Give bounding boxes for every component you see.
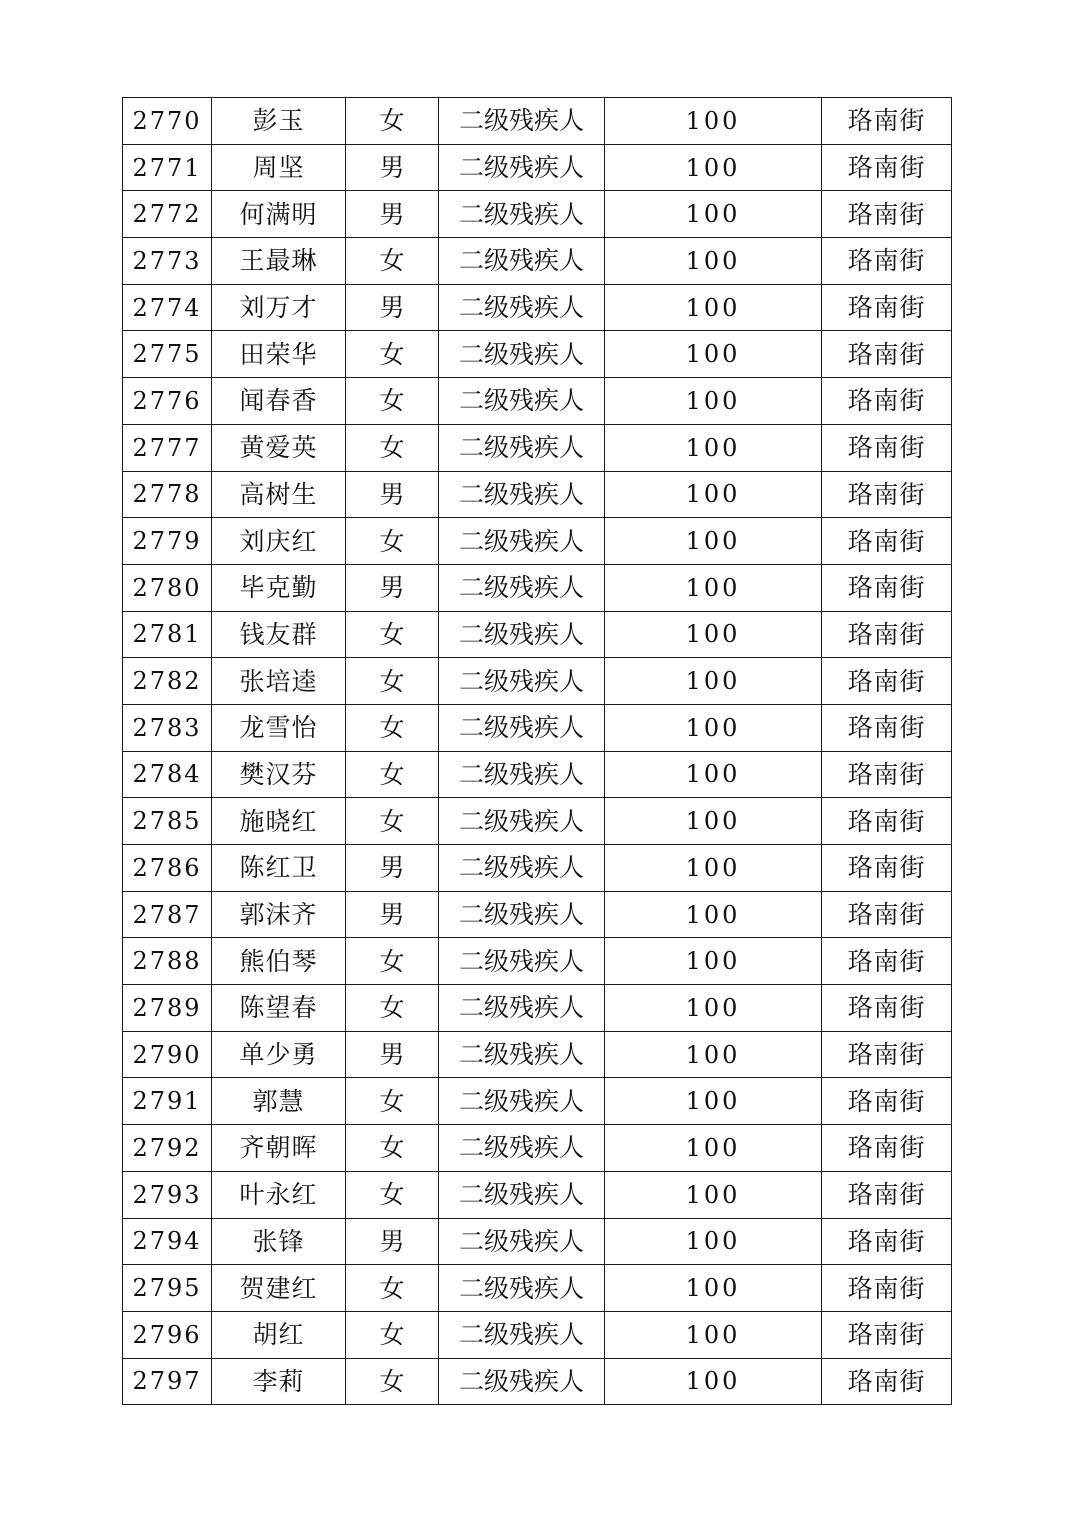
gender-cell: 女 — [346, 798, 439, 845]
district-cell: 珞南街 — [822, 1171, 952, 1218]
gender-cell: 女 — [346, 378, 439, 425]
amount-cell: 100 — [605, 1078, 822, 1125]
person-name-cell: 王最琳 — [212, 238, 346, 285]
gender-cell: 男 — [346, 471, 439, 518]
disability-category-cell: 二级残疾人 — [439, 378, 605, 425]
person-name-cell: 张锋 — [212, 1218, 346, 1265]
person-name-cell: 何满明 — [212, 191, 346, 238]
table-row — [123, 284, 952, 331]
person-name-cell: 单少勇 — [212, 1031, 346, 1078]
person-name-cell: 张培逵 — [212, 658, 346, 705]
gender-cell: 女 — [346, 658, 439, 705]
disability-category-cell: 二级残疾人 — [439, 1265, 605, 1312]
amount-cell: 100 — [605, 144, 822, 191]
disability-category-cell: 二级残疾人 — [439, 1311, 605, 1358]
amount-cell: 100 — [605, 1171, 822, 1218]
record-number-cell: 2788 — [123, 938, 212, 985]
disability-category-cell: 二级残疾人 — [439, 891, 605, 938]
gender-cell: 女 — [346, 1265, 439, 1312]
amount-cell: 100 — [605, 798, 822, 845]
gender-cell: 女 — [346, 985, 439, 1032]
amount-cell: 100 — [605, 938, 822, 985]
record-number-cell: 2779 — [123, 518, 212, 565]
record-number-cell: 2781 — [123, 611, 212, 658]
table-row — [123, 611, 952, 658]
table-row — [123, 891, 952, 938]
table-row — [123, 845, 952, 892]
table-row — [123, 1031, 952, 1078]
person-name-cell: 樊汉芬 — [212, 751, 346, 798]
district-cell: 珞南街 — [822, 144, 952, 191]
record-number-cell: 2770 — [123, 98, 212, 145]
disability-category-cell: 二级残疾人 — [439, 238, 605, 285]
person-name-cell: 李莉 — [212, 1358, 346, 1405]
disability-category-cell: 二级残疾人 — [439, 611, 605, 658]
table-row — [123, 1171, 952, 1218]
disability-category-cell: 二级残疾人 — [439, 798, 605, 845]
gender-cell: 女 — [346, 331, 439, 378]
record-number-cell: 2793 — [123, 1171, 212, 1218]
gender-cell: 男 — [346, 144, 439, 191]
district-cell: 珞南街 — [822, 798, 952, 845]
record-number-cell: 2791 — [123, 1078, 212, 1125]
table-row — [123, 331, 952, 378]
disability-category-cell: 二级残疾人 — [439, 1125, 605, 1172]
gender-cell: 女 — [346, 518, 439, 565]
amount-cell: 100 — [605, 191, 822, 238]
table-row — [123, 424, 952, 471]
disability-category-cell: 二级残疾人 — [439, 564, 605, 611]
record-number-cell: 2797 — [123, 1358, 212, 1405]
record-number-cell: 2795 — [123, 1265, 212, 1312]
table-row — [123, 238, 952, 285]
gender-cell: 女 — [346, 704, 439, 751]
person-name-cell: 彭玉 — [212, 98, 346, 145]
record-number-cell: 2794 — [123, 1218, 212, 1265]
district-cell: 珞南街 — [822, 284, 952, 331]
amount-cell: 100 — [605, 985, 822, 1032]
table-row — [123, 1265, 952, 1312]
gender-cell: 女 — [346, 1125, 439, 1172]
disability-category-cell: 二级残疾人 — [439, 1078, 605, 1125]
disability-category-cell: 二级残疾人 — [439, 658, 605, 705]
amount-cell: 100 — [605, 845, 822, 892]
gender-cell: 女 — [346, 611, 439, 658]
gender-cell: 女 — [346, 1311, 439, 1358]
person-name-cell: 熊伯琴 — [212, 938, 346, 985]
roster-table — [122, 97, 952, 1405]
record-number-cell: 2787 — [123, 891, 212, 938]
person-name-cell: 田荣华 — [212, 331, 346, 378]
amount-cell: 100 — [605, 424, 822, 471]
district-cell: 珞南街 — [822, 1218, 952, 1265]
amount-cell: 100 — [605, 1218, 822, 1265]
gender-cell: 男 — [346, 191, 439, 238]
district-cell: 珞南街 — [822, 938, 952, 985]
gender-cell: 男 — [346, 845, 439, 892]
record-number-cell: 2786 — [123, 845, 212, 892]
table-row — [123, 471, 952, 518]
table-row — [123, 658, 952, 705]
record-number-cell: 2778 — [123, 471, 212, 518]
district-cell: 珞南街 — [822, 985, 952, 1032]
table-row — [123, 564, 952, 611]
table-row — [123, 751, 952, 798]
record-number-cell: 2789 — [123, 985, 212, 1032]
record-number-cell: 2785 — [123, 798, 212, 845]
record-number-cell: 2782 — [123, 658, 212, 705]
person-name-cell: 陈望春 — [212, 985, 346, 1032]
district-cell: 珞南街 — [822, 518, 952, 565]
disability-category-cell: 二级残疾人 — [439, 98, 605, 145]
table-row — [123, 1311, 952, 1358]
record-number-cell: 2772 — [123, 191, 212, 238]
person-name-cell: 钱友群 — [212, 611, 346, 658]
district-cell: 珞南街 — [822, 658, 952, 705]
disability-category-cell: 二级残疾人 — [439, 1171, 605, 1218]
disability-category-cell: 二级残疾人 — [439, 144, 605, 191]
gender-cell: 男 — [346, 284, 439, 331]
table-row — [123, 1218, 952, 1265]
amount-cell: 100 — [605, 518, 822, 565]
amount-cell: 100 — [605, 1311, 822, 1358]
gender-cell: 女 — [346, 424, 439, 471]
record-number-cell: 2776 — [123, 378, 212, 425]
person-name-cell: 高树生 — [212, 471, 346, 518]
disability-category-cell: 二级残疾人 — [439, 1358, 605, 1405]
district-cell: 珞南街 — [822, 1265, 952, 1312]
district-cell: 珞南街 — [822, 331, 952, 378]
district-cell: 珞南街 — [822, 98, 952, 145]
district-cell: 珞南街 — [822, 564, 952, 611]
record-number-cell: 2775 — [123, 331, 212, 378]
table-row — [123, 98, 952, 145]
district-cell: 珞南街 — [822, 378, 952, 425]
district-cell: 珞南街 — [822, 891, 952, 938]
amount-cell: 100 — [605, 658, 822, 705]
person-name-cell: 郭慧 — [212, 1078, 346, 1125]
gender-cell: 女 — [346, 1078, 439, 1125]
record-number-cell: 2792 — [123, 1125, 212, 1172]
disability-category-cell: 二级残疾人 — [439, 424, 605, 471]
amount-cell: 100 — [605, 1265, 822, 1312]
disability-category-cell: 二级残疾人 — [439, 845, 605, 892]
disability-category-cell: 二级残疾人 — [439, 751, 605, 798]
person-name-cell: 刘万才 — [212, 284, 346, 331]
district-cell: 珞南街 — [822, 238, 952, 285]
gender-cell: 女 — [346, 1358, 439, 1405]
gender-cell: 男 — [346, 891, 439, 938]
amount-cell: 100 — [605, 238, 822, 285]
disability-category-cell: 二级残疾人 — [439, 284, 605, 331]
table-row — [123, 798, 952, 845]
gender-cell: 女 — [346, 1171, 439, 1218]
amount-cell: 100 — [605, 331, 822, 378]
record-number-cell: 2773 — [123, 238, 212, 285]
table-row — [123, 144, 952, 191]
amount-cell: 100 — [605, 471, 822, 518]
disability-category-cell: 二级残疾人 — [439, 1218, 605, 1265]
person-name-cell: 齐朝晖 — [212, 1125, 346, 1172]
district-cell: 珞南街 — [822, 471, 952, 518]
record-number-cell: 2774 — [123, 284, 212, 331]
district-cell: 珞南街 — [822, 611, 952, 658]
person-name-cell: 陈红卫 — [212, 845, 346, 892]
table-row — [123, 378, 952, 425]
person-name-cell: 黄爱英 — [212, 424, 346, 471]
table-row — [123, 518, 952, 565]
district-cell: 珞南街 — [822, 424, 952, 471]
disability-category-cell: 二级残疾人 — [439, 471, 605, 518]
table-row — [123, 1078, 952, 1125]
record-number-cell: 2796 — [123, 1311, 212, 1358]
record-number-cell: 2783 — [123, 704, 212, 751]
table-row — [123, 938, 952, 985]
district-cell: 珞南街 — [822, 1078, 952, 1125]
gender-cell: 男 — [346, 1031, 439, 1078]
district-cell: 珞南街 — [822, 751, 952, 798]
amount-cell: 100 — [605, 98, 822, 145]
person-name-cell: 闻春香 — [212, 378, 346, 425]
disability-category-cell: 二级残疾人 — [439, 1031, 605, 1078]
disability-category-cell: 二级残疾人 — [439, 704, 605, 751]
gender-cell: 男 — [346, 1218, 439, 1265]
district-cell: 珞南街 — [822, 845, 952, 892]
gender-cell: 女 — [346, 98, 439, 145]
person-name-cell: 叶永红 — [212, 1171, 346, 1218]
district-cell: 珞南街 — [822, 1311, 952, 1358]
table-row — [123, 191, 952, 238]
district-cell: 珞南街 — [822, 1031, 952, 1078]
person-name-cell: 龙雪怡 — [212, 704, 346, 751]
record-number-cell: 2777 — [123, 424, 212, 471]
gender-cell: 男 — [346, 564, 439, 611]
person-name-cell: 贺建红 — [212, 1265, 346, 1312]
disability-category-cell: 二级残疾人 — [439, 331, 605, 378]
gender-cell: 女 — [346, 238, 439, 285]
person-name-cell: 施晓红 — [212, 798, 346, 845]
person-name-cell: 周坚 — [212, 144, 346, 191]
disability-category-cell: 二级残疾人 — [439, 191, 605, 238]
amount-cell: 100 — [605, 1031, 822, 1078]
person-name-cell: 郭沫齐 — [212, 891, 346, 938]
district-cell: 珞南街 — [822, 704, 952, 751]
gender-cell: 女 — [346, 938, 439, 985]
amount-cell: 100 — [605, 284, 822, 331]
amount-cell: 100 — [605, 1358, 822, 1405]
table-row — [123, 985, 952, 1032]
table-row — [123, 1125, 952, 1172]
person-name-cell: 毕克勤 — [212, 564, 346, 611]
record-number-cell: 2780 — [123, 564, 212, 611]
district-cell: 珞南街 — [822, 1358, 952, 1405]
amount-cell: 100 — [605, 891, 822, 938]
amount-cell: 100 — [605, 1125, 822, 1172]
table-row — [123, 704, 952, 751]
gender-cell: 女 — [346, 751, 439, 798]
amount-cell: 100 — [605, 751, 822, 798]
amount-cell: 100 — [605, 611, 822, 658]
table-row — [123, 1358, 952, 1405]
district-cell: 珞南街 — [822, 191, 952, 238]
disability-category-cell: 二级残疾人 — [439, 518, 605, 565]
roster-table-body — [123, 98, 952, 1405]
record-number-cell: 2790 — [123, 1031, 212, 1078]
record-number-cell: 2771 — [123, 144, 212, 191]
record-number-cell: 2784 — [123, 751, 212, 798]
person-name-cell: 胡红 — [212, 1311, 346, 1358]
disability-category-cell: 二级残疾人 — [439, 938, 605, 985]
amount-cell: 100 — [605, 704, 822, 751]
disability-category-cell: 二级残疾人 — [439, 985, 605, 1032]
amount-cell: 100 — [605, 564, 822, 611]
person-name-cell: 刘庆红 — [212, 518, 346, 565]
district-cell: 珞南街 — [822, 1125, 952, 1172]
amount-cell: 100 — [605, 378, 822, 425]
